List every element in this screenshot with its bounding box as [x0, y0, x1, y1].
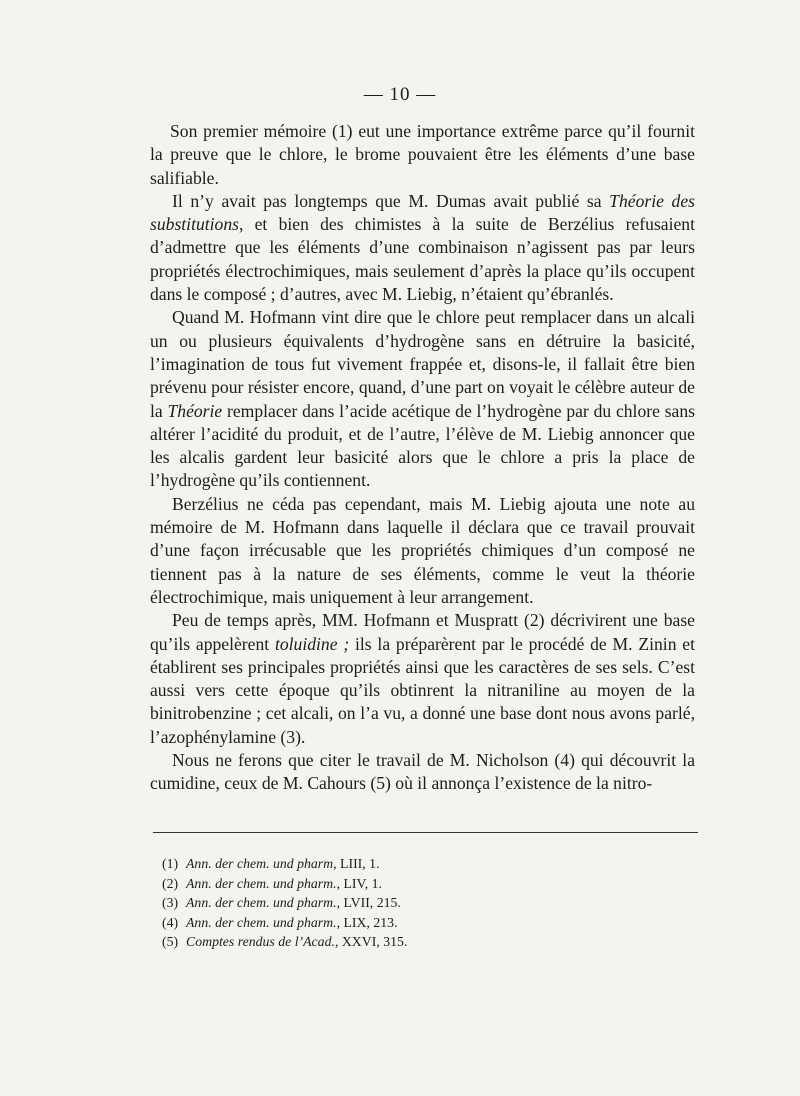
footnote-source: Ann. der chem. und pharm.: [186, 895, 337, 911]
paragraph: [150, 190, 695, 306]
italic-text: Théorie: [167, 400, 223, 421]
text-run: Quand M. Hofmann vint dire que le chlore peut remplacer dans un alcali un ou plusieurs équivalents d’hydrogène sans en détruire la basicité, l’imagination de tous fut vivement frappée et, disons-le, il fallait être bien prévenu pour résister encore, quand, d’une part on voyait le célèbre auteur de la: [150, 307, 695, 421]
paragraph: [150, 120, 695, 190]
italic-text: toluidine ;: [274, 633, 350, 654]
footnote-detail: , LIV, 1.: [336, 875, 382, 891]
text-run: , et bien des chimistes à la suite de Berzélius refusaient d’admettre que les éléments d’une combinaison n’agissent pas par leurs propriétés électrochimiques, mais seulement d’après la place qu’ils occupent dans le composé ; d’autres, avec M. Liebig, n’étaient qu’ébranlés.: [150, 214, 695, 305]
paragraph: [150, 493, 695, 609]
footnote-number: (3): [162, 895, 179, 911]
text-run: remplacer dans l’acide acétique de l’hydrogène par du chlore sans altérer l’acidité du produit, et de l’autre, l’élève de M. Liebig annoncer que les alcalis gardent leur basicité alors que le chlore a pris la place de l’hydrogène qu’ils contiennent.: [150, 400, 695, 491]
text-run: Son premier mémoire (1) eut une importance extrême parce qu’il fournit la preuve que le chlore, le brome pouvaient être les éléments d’une base salifiable.: [150, 121, 695, 188]
footnotes: [162, 854, 682, 952]
paragraph: [150, 306, 695, 492]
text-run: Berzélius ne céda pas cependant, mais M. Liebig ajouta une note au mémoire de M. Hofmann dans laquelle il déclara que ce travail prouvait d’une façon irrécusable que les propriétés chimiques d’un composé ne tiennent pas à la nature de ses éléments, comme le veut la théorie électrochimique, mais uniquement à leur arrangement.: [150, 493, 695, 607]
footnote-detail: , LIX, 213.: [336, 914, 398, 930]
footnote: [162, 893, 682, 913]
footnote-number: (5): [162, 934, 179, 950]
page-number: — 10 —: [363, 84, 437, 105]
footnote-detail: , LVII, 215.: [336, 895, 401, 911]
footnote: [162, 854, 682, 874]
footnote-detail: , LIII, 1.: [333, 856, 380, 871]
footnote-number: (1): [162, 856, 179, 871]
footnote-detail: , XXVI, 315.: [334, 934, 408, 950]
footnote-source: Ann. der chem. und pharm.: [186, 914, 337, 930]
footnote: [162, 874, 682, 894]
footnote: [162, 913, 682, 933]
italic-text: Théorie des substitutions: [150, 190, 695, 235]
text-run: ils la préparèrent par le procédé de M. Zinin et établirent ses principales propriétés ainsi que les caractères de ses sels. C’est aussi vers cette époque qu’ils obtinrent la nitraniline au moyen de la binitrobenzine ; cet alcali, on l’a vu, a donné une base dont nous avons parlé, l’azophénylamine (3).: [150, 633, 695, 747]
footnote-number: (2): [162, 875, 179, 891]
text-run: Il n’y avait pas longtemps que M. Dumas avait publié sa: [172, 190, 610, 211]
footnote-source: Comptes rendus de l’Acad.: [186, 934, 335, 950]
text-run: Peu de temps après, MM. Hofmann et Muspratt (2) décrivirent une base qu’ils appelèrent: [150, 610, 695, 654]
footnote-number: (4): [162, 914, 179, 930]
paragraph: [150, 609, 695, 749]
footnote-source: Ann. der chem. und pharm: [186, 856, 334, 871]
footnote-divider: [153, 832, 698, 833]
body-text: [150, 120, 695, 796]
text-run: Nous ne ferons que citer le travail de M. Nicholson (4) qui découvrit la cumidine, ceux de M. Cahours (5) où il annonça l’existence de la nitro-: [150, 750, 695, 794]
footnote-source: Ann. der chem. und pharm.: [186, 875, 337, 891]
footnote: [162, 932, 682, 952]
paragraph: [150, 749, 695, 796]
